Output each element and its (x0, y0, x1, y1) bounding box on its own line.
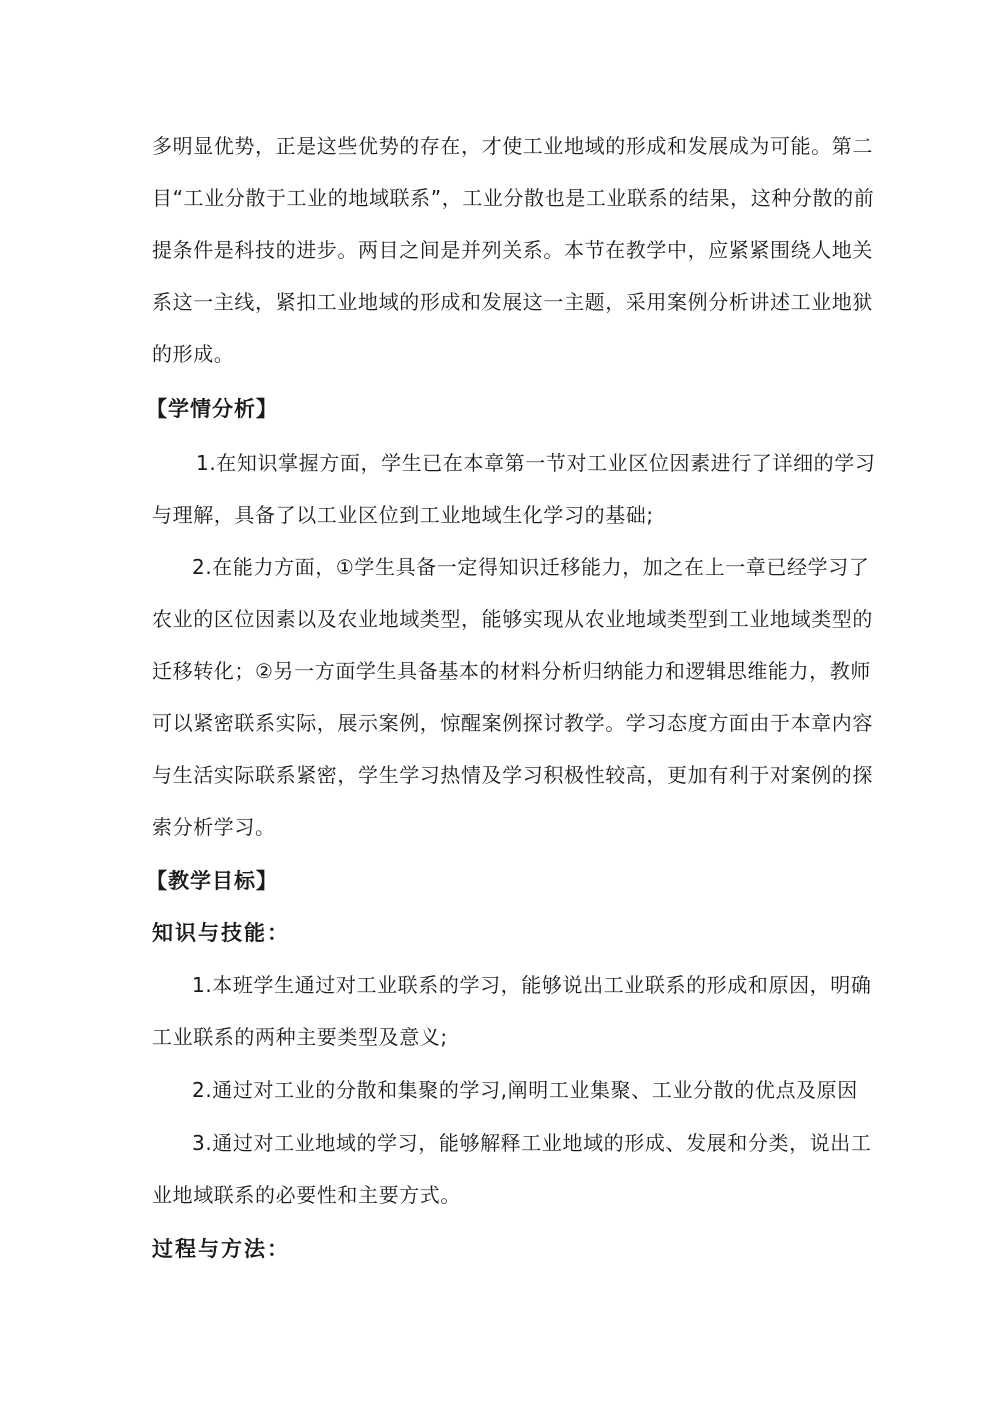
student-analysis-item2-line4: 可以紧密联系实际，展示案例，惊醒案例探讨教学。学习态度方面由于本章内容 (152, 711, 873, 735)
intro-line-1: 多明显优势，正是这些优势的存在，才使工业地域的形成和发展成为可能。第二 (152, 134, 873, 158)
intro-line-2: 目“工业分散于工业的地域联系”，工业分散也是工业联系的结果，这种分散的前 (152, 186, 875, 210)
section-heading-student-analysis: 【学情分析】 (146, 397, 278, 421)
student-analysis-item2-line3: 迁移转化；②另一方面学生具备基本的材料分析归纳能力和逻辑思维能力，教师 (152, 659, 871, 683)
intro-line-4: 系这一主线，紧扣工业地域的形成和发展这一主题，采用案例分析讲述工业地狱 (152, 290, 873, 314)
knowledge-item3-line1: 3.通过对工业地域的学习，能够解释工业地域的形成、发展和分类，说出工 (192, 1131, 872, 1155)
student-analysis-item2-line2: 农业的区位因素以及农业地域类型，能够实现从农业地域类型到工业地域类型的 (152, 607, 873, 631)
student-analysis-item2-line6: 索分析学习。 (152, 815, 276, 839)
knowledge-item1-line1: 1.本班学生通过对工业联系的学习，能够说出工业联系的形成和原因，明确 (192, 973, 872, 997)
student-analysis-item1-line2: 与理解，具备了以工业区位到工业地域生化学习的基础; (152, 503, 654, 527)
student-analysis-item2-line5: 与生活实际联系紧密，学生学习热情及学习积极性较高，更加有利于对案例的探 (152, 763, 873, 787)
subheading-knowledge-skills: 知识与技能： (152, 920, 290, 945)
knowledge-item1-line2: 工业联系的两种主要类型及意义; (152, 1025, 448, 1049)
knowledge-item3-line2: 业地域联系的必要性和主要方式。 (152, 1183, 461, 1207)
subheading-process-methods: 过程与方法： (152, 1236, 290, 1261)
intro-line-3: 提条件是科技的进步。两目之间是并列关系。本节在教学中，应紧紧围绕人地关 (152, 238, 873, 262)
knowledge-item2-line1: 2.通过对工业的分散和集聚的学习,阐明工业集聚、工业分散的优点及原因 (192, 1078, 858, 1102)
intro-line-5: 的形成。 (152, 342, 235, 366)
section-heading-teaching-goals: 【教学目标】 (146, 869, 278, 893)
student-analysis-item1-line1: 1.在知识掌握方面，学生已在本章第一节对工业区位因素进行了详细的学习 (196, 451, 876, 475)
student-analysis-item2-line1: 2.在能力方面，①学生具备一定得知识迁移能力，加之在上一章已经学习了 (192, 555, 870, 579)
